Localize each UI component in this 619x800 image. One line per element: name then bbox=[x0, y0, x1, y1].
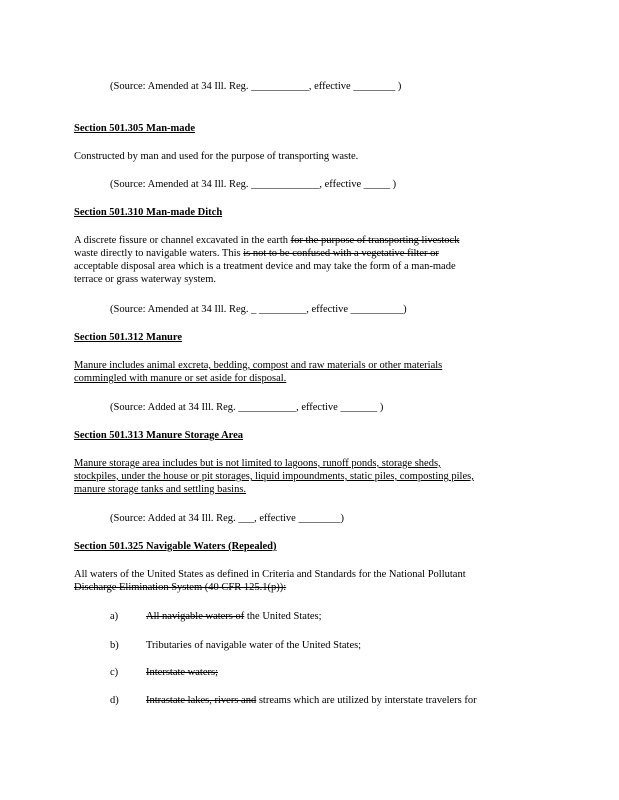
source-blank: _____________ bbox=[251, 179, 320, 190]
source-note bbox=[110, 303, 407, 316]
source-blank: ________ bbox=[353, 81, 396, 92]
paragraph-line: Constructed by man and used for the purpose of transporting waste. bbox=[74, 151, 359, 162]
source-text: , effective bbox=[308, 81, 354, 92]
list-item-text bbox=[146, 610, 322, 623]
strikethrough-text: Intrastate lakes, rivers and bbox=[146, 695, 257, 706]
source-text: (Source: Amended at 34 Ill. Reg. bbox=[110, 304, 252, 315]
source-blank: __ bbox=[238, 513, 249, 524]
text-run: Tributaries of navigable water of the United States; bbox=[146, 640, 362, 651]
text-run: streams which are utilized by interstate travelers for bbox=[256, 695, 477, 706]
list-item bbox=[110, 610, 118, 623]
paragraph-line: stockpiles, under the house or pit storages, liquid impoundments, static piles, composting piles, bbox=[74, 471, 474, 482]
source-text: , effective bbox=[306, 304, 351, 315]
list-item-label: a) bbox=[110, 611, 119, 622]
source-blank: ___________ bbox=[238, 402, 297, 413]
source-blank: ________) bbox=[298, 513, 344, 524]
text-run: the United States; bbox=[244, 611, 322, 622]
paragraph-line bbox=[74, 247, 439, 260]
source-note bbox=[110, 80, 401, 93]
source-text: ) bbox=[377, 402, 384, 413]
source-note bbox=[110, 401, 383, 414]
paragraph-line: commingled with manure or set aside for disposal. bbox=[74, 373, 287, 384]
strikethrough-text: Interstate waters; bbox=[146, 667, 219, 678]
paragraph-line: terrace or grass waterway system. bbox=[74, 274, 216, 285]
paragraph-line: All waters of the United States as defined in Criteria and Standards for the National Pollutant bbox=[74, 569, 466, 580]
source-text: (Source: Added at 34 Ill. Reg. bbox=[110, 513, 239, 524]
strikethrough-text: acceptable disposal area which is a treatment device and may take the form of a man-made bbox=[74, 261, 456, 272]
source-blank: _______ bbox=[340, 402, 378, 413]
list-item-label: b) bbox=[110, 640, 119, 651]
source-note bbox=[110, 512, 344, 525]
source-blank: ___________ bbox=[251, 81, 309, 92]
section-heading: Section 501.313 Manure Storage Area bbox=[74, 430, 244, 441]
list-item bbox=[110, 639, 119, 652]
source-text: (Source: Amended at 34 Ill. Reg. bbox=[110, 179, 252, 190]
strikethrough-text: for the purpose of transporting livestock bbox=[290, 235, 460, 246]
source-text: , effective bbox=[319, 179, 364, 190]
list-item-label: c) bbox=[110, 667, 119, 678]
source-blank: _________ bbox=[256, 304, 307, 315]
source-note bbox=[110, 178, 396, 191]
section-heading: Section 501.312 Manure bbox=[74, 332, 183, 343]
source-blank: _____ bbox=[363, 179, 391, 190]
source-text: (Source: Added at 34 Ill. Reg. bbox=[110, 402, 239, 413]
source-blank: _ bbox=[251, 304, 257, 315]
text-run: A discrete fissure or channel excavated in the earth bbox=[74, 235, 291, 246]
paragraph-line: manure storage tanks and settling basins. bbox=[74, 484, 247, 495]
section-heading: Section 501.305 Man-made bbox=[74, 123, 196, 134]
list-item-text bbox=[146, 639, 361, 652]
paragraph-line: Manure includes animal excreta, bedding, compost and raw materials or other materials bbox=[74, 360, 443, 371]
section-heading: Section 501.310 Man-made Ditch bbox=[74, 207, 223, 218]
list-item bbox=[110, 694, 119, 707]
list-item-label: d) bbox=[110, 695, 119, 706]
strikethrough-text: is not to be confused with a vegetative filter or bbox=[243, 248, 439, 259]
list-item-text bbox=[146, 666, 218, 679]
source-text: ) bbox=[395, 81, 402, 92]
source-text: _, effective bbox=[248, 513, 299, 524]
paragraph-line bbox=[74, 260, 456, 273]
strikethrough-text: All navigable waters of bbox=[146, 611, 245, 622]
section-heading: Section 501.325 Navigable Waters (Repealed) bbox=[74, 541, 277, 552]
list-item bbox=[110, 666, 118, 679]
source-text: ) bbox=[390, 179, 397, 190]
list-item-text bbox=[146, 694, 477, 707]
source-text: (Source: Amended at 34 Ill. Reg. bbox=[110, 81, 252, 92]
source-text: , effective bbox=[296, 402, 341, 413]
paragraph-line: Manure storage area includes but is not limited to lagoons, runoff ponds, storage sheds, bbox=[74, 458, 441, 469]
source-blank: __________) bbox=[350, 304, 407, 315]
paragraph-line: Discharge Elimination System (40 CFR 125.1(p)): bbox=[74, 582, 287, 593]
paragraph-line bbox=[74, 234, 459, 247]
text-run: waste directly to navigable waters. This bbox=[74, 248, 244, 259]
